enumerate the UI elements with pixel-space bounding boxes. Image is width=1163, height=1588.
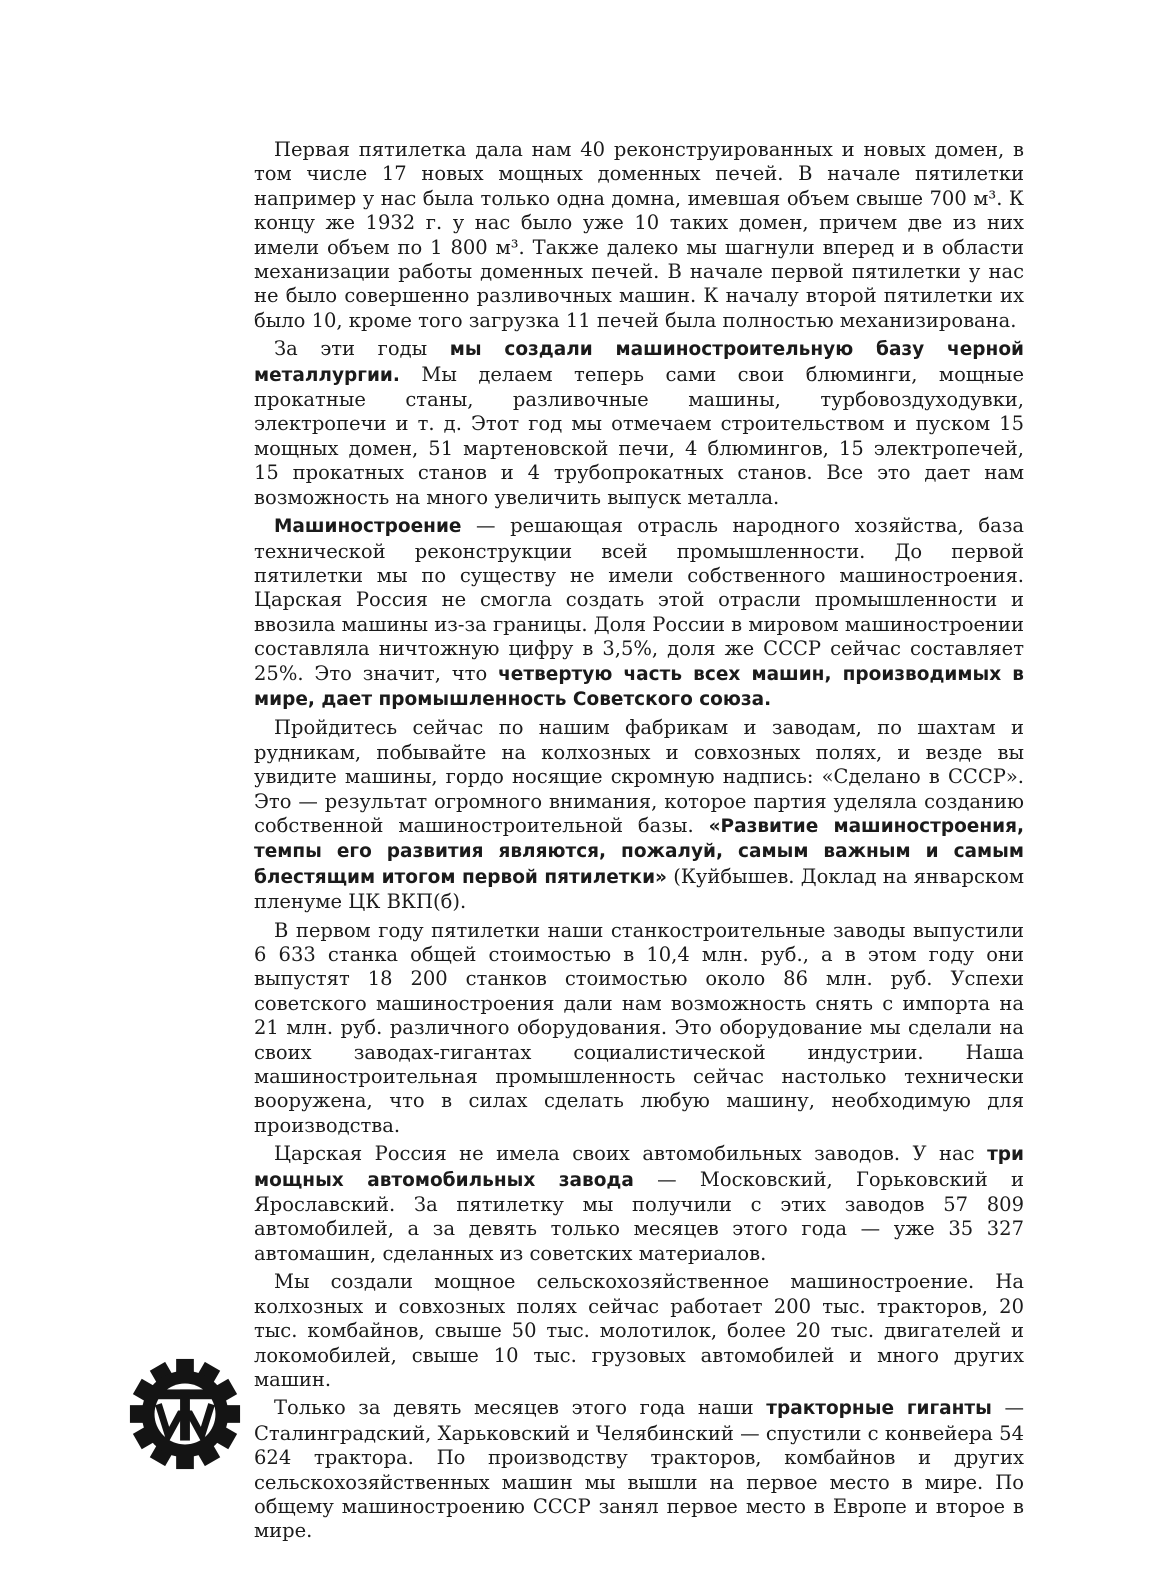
text-segment: — решающая отрасль народного хозяйства, база технической реконструкции всей промышленности. До первой пятилетки мы по существу не имели собственного машиностроения. Царская Россия не смогла создать этой отрасли промышленности и ввозила машины из-за границы. Доля России в мировом машиностроении составляла ничтожную цифру в 3,5%, доля же СССР сейчас составляет 25%. Это значит, что — [254, 514, 1024, 685]
paragraph — [254, 514, 1024, 712]
text-segment: Мы делаем теперь сами свои блюминги, мощные прокатные станы, разливочные машины, турбовоздуходувки, электропечи и т. д. Этот год мы отмечаем строительством и пуском 15 мощных домен, 51 мартеновской печи, 4 блюмингов, 15 электропечей, 15 прокатных станов и 4 трубопрокатных станов. Все это дает нам возможность на много увеличить выпуск металла. — [254, 362, 1024, 509]
bold-text: четвертую часть всех машин, производимых в мире, дает промышленность Советского союза. — [254, 663, 1024, 710]
paragraph — [254, 1396, 1024, 1543]
document-body — [254, 138, 1024, 1548]
bold-text: тракторные гиганты — [766, 1398, 992, 1420]
gear-tw-logo-icon — [126, 1355, 244, 1473]
bold-text: «Развитие машиностроения, темпы его развития являются, пожалуй, самым важным и самым блестящим итогом первой пятилетки» — [254, 815, 1024, 888]
text-segment: Только за девять месяцев этого года наши — [274, 1396, 767, 1420]
paragraph — [254, 337, 1024, 510]
paragraph — [254, 716, 1024, 914]
text-segment: Мы создали мощное сельскохозяйственное машиностроение. На колхозных и совхозных полях сейчас работает 200 тыс. тракторов, 20 тыс. комбайнов, свыше 50 тыс. молотилок, более 20 тыс. двигателей и локомобилей, свыше 10 тыс. грузовых автомобилей и много других машин. — [254, 1270, 1024, 1391]
text-segment: За эти годы — [274, 337, 450, 361]
text-segment: — Сталинградский, Харьковский и Челябинский — спустили с конвейера 54 624 трактора. По производству тракторов, комбайнов и других сельскохозяйственных машин мы вышли на первое место в мире. По общему машиностроению СССР занял первое место в Европе и второе в мире. — [254, 1396, 1024, 1543]
text-segment: Пройдитесь сейчас по нашим фабрикам и заводам, по шахтам и рудникам, побывайте на колхозных и совхозных полях, и везде вы увидите машины, гордо носящие скромную надпись: «Сделано в СССР». Это — результат огромного внимания, которое партия уделяла созданию собственной машиностроительной базы. — [254, 716, 1024, 837]
text-segment: Первая пятилетка дала нам 40 реконструированных и новых домен, в том числе 17 новых мощных доменных печей. В начале пятилетки например у нас была только одна домна, имевшая объем свыше 700 м³. К концу же 1932 г. у нас было уже 10 таких домен, причем две из них имели объем по 1 800 м³. Также далеко мы шагнули вперед и в области механизации работы доменных печей. В начале первой пятилетки у нас не было совершенно разливочных машин. К началу второй пятилетки их было 10, кроме того загрузка 11 печей была полностью механизирована. — [254, 138, 1024, 332]
bold-text: три мощных автомобильных завода — [254, 1144, 1024, 1191]
text-segment: Царская Россия не имела своих автомобильных заводов. У нас — [274, 1142, 988, 1166]
text-segment: В первом году пятилетки наши станкостроительные заводы выпустили 6 633 станка общей стоимостью в 10,4 млн. руб., а в этом году они выпустят 18 200 станков стоимостью около 86 млн. руб. Успехи советского машиностроения дали нам возможность снять с импорта на 21 млн. руб. различного оборудования. Это оборудование мы сделали на своих заводах-гигантах социалистической индустрии. Наша машиностроительная промышленность сейчас настолько технически вооружена, что в силах сделать любую машину, необходимую для производства. — [254, 918, 1024, 1137]
paragraph — [254, 1142, 1024, 1266]
paragraph — [254, 1270, 1024, 1392]
text-segment: — Московский, Горьковский и Ярославский. За пятилетку мы получили с этих заводов 57 809 автомобилей, а за девять только месяцев этого года — уже 35 327 автомашин, сделанных из советских материалов. — [254, 1167, 1024, 1265]
bold-text: Машиностроение — [274, 516, 462, 538]
bold-text: мы создали машиностроительную базу черной металлургии. — [254, 339, 1024, 386]
paragraph — [254, 138, 1024, 333]
text-segment: (Куйбышев. Доклад на январском пленуме ЦК ВКП(б). — [254, 864, 1024, 914]
paragraph — [254, 919, 1024, 1139]
